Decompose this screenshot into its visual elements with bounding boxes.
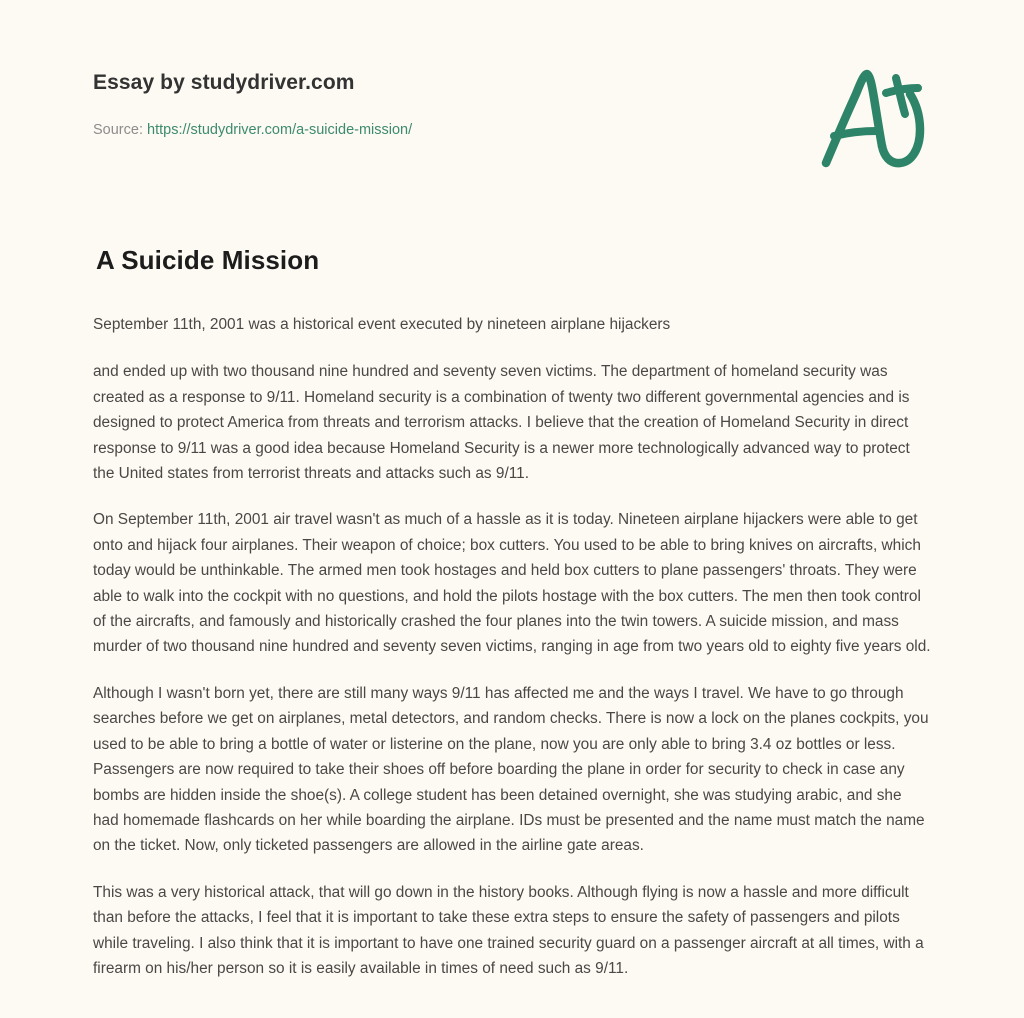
paragraph-1: September 11th, 2001 was a historical event executed by nineteen airplane hijackers bbox=[93, 316, 671, 333]
source-line bbox=[93, 122, 412, 138]
page-title: A Suicide Mission bbox=[96, 245, 320, 275]
brand-title: Essay by studydriver.com bbox=[93, 71, 355, 94]
paragraph-5: This was a very historical attack, that will go down in the history books. Although flying is now a hassle and more difficult than before the attacks, I feel that it is important to take these extra steps to ensure the safety of passengers and pilots while traveling. I also think that it is important to have one trained security guard on a passenger aircraft at all times, with a firearm on his/her person so it is easily available in times of need such as 9/11. bbox=[93, 883, 924, 977]
paragraph-4: Although I wasn't born yet, there are still many ways 9/11 has affected me and the ways I travel. We have to go through searches before we get on airplanes, metal detectors, and random checks. There is now a lock on the planes cockpits, you used to be able to bring a bottle of water or listerine on the plane, now you are only able to bring 3.4 oz bottles or less. Passengers are now required to take their shoes off before boarding the plane in order for security to check in case any bombs are hidden inside the shoe(s). A college student has been detained overnight, she was studying arabic, and she had homemade flashcards on her while boarding the airplane. IDs must be presented and the name must match the name on the ticket. Now, only ticketed passengers are allowed in the airline gate areas. bbox=[93, 684, 929, 855]
source-url-link[interactable]: https://studydriver.com/a-suicide-mission/ bbox=[147, 122, 413, 138]
paragraph-2: and ended up with two thousand nine hundred and seventy seven victims. The department of homeland security was created as a response to 9/11. Homeland security is a combination of twenty two different governmental agencies and is designed to protect America from threats and terrorism attacks. I believe that the creation of Homeland Security in direct response to 9/11 was a good idea because Homeland Security is a newer more technologically advanced way to protect the United states from terrorist threats and attacks such as 9/11. bbox=[93, 363, 910, 483]
source-label: Source: bbox=[93, 122, 143, 138]
document-header bbox=[0, 0, 1024, 200]
document-content bbox=[93, 245, 933, 981]
paragraph-3: On September 11th, 2001 air travel wasn't as much of a hassle as it is today. Nineteen airplane hijackers were able to get onto and hijack four airplanes. Their weapon of choice; box cutters. You used to be able to bring knives on aircrafts, which today would be unthinkable. The armed men took hostages and held box cutters to plane passengers' throats. They were able to walk into the cockpit with no questions, and hold the pilots hostage with the box cutters. The men then took control of the aircrafts, and famously and historically crashed the four planes into the twin towers. A suicide mission, and mass murder of two thousand nine hundred and seventy seven victims, ranging in age from two years old to eighty five years old. bbox=[93, 511, 931, 656]
a-plus-logo-icon bbox=[812, 64, 932, 172]
